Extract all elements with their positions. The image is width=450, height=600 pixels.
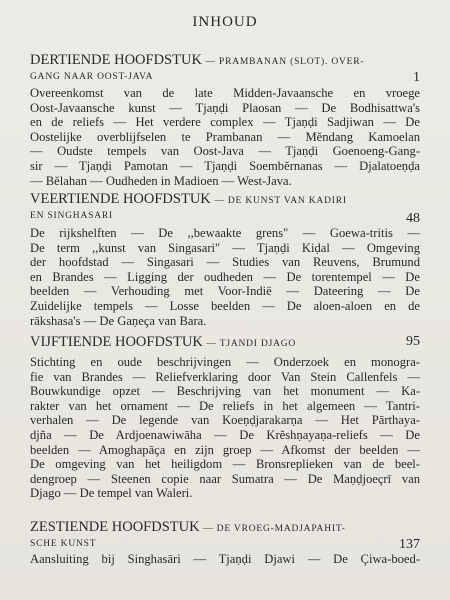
chapter-16 xyxy=(30,519,420,567)
chapter-heading: VEERTIENDE HOOFDSTUK xyxy=(30,191,211,207)
summary-line: Oostelijke overblijfselen te Prambanan — Mĕndang Kamoelan xyxy=(30,129,420,144)
page-number: 95 xyxy=(406,334,420,349)
summary-line: en Brandes — Ligging der oudheden — De torentempel — De xyxy=(30,269,420,284)
chapter-subtitle: — DE KUNST VAN KADIRI xyxy=(214,196,347,206)
summary-line: Oost-Javaansche kunst — Tjaṇḍi Plaosan — De Bodhisattwa's xyxy=(30,100,420,115)
chapter-heading: VIJFTIENDE HOOFDSTUK xyxy=(30,334,203,350)
summary-line: De term ,,kunst van Singasari" — Tjaṇḍi Kiḍal — Omgeving xyxy=(30,240,420,255)
chapter-13 xyxy=(30,52,420,188)
summary-line: De omgeving van het heiligdom — Bronsreplieken van de beel- xyxy=(30,457,420,472)
summary-line: beelden — Verhouding met Voor-Indië — Dateering — De xyxy=(30,284,420,299)
summary-line: der hoofdstad — Singasari — Studies van Reuvens, Brumund xyxy=(30,255,420,270)
page-title: INHOUD xyxy=(192,14,258,30)
chapter-subtitle-cont: EN SINGHASARI xyxy=(30,211,113,221)
summary-line: fie van Brandes — Reliefverklaring door Van Stein Callenfels — xyxy=(30,369,420,384)
summary-line: sir — Tjaṇḍi Pamotan — Tjaṇḍi Soembĕrnanas — Djalatoeṇḍa xyxy=(30,158,420,173)
summary-line: De rijkshelften — De ,,bewaakte grens" — Goewa-tritis — xyxy=(30,226,420,240)
chapter-subtitle-cont: GANG NAAR OOST-JAVA xyxy=(30,72,154,82)
chapter-subtitle-cont: SCHE KUNST xyxy=(30,539,97,549)
page-number: 137 xyxy=(399,537,420,552)
chapter-subtitle: — TJANDI DJAGO xyxy=(206,339,297,349)
chapter-15 xyxy=(30,334,420,501)
chapter-heading: DERTIENDE HOOFDSTUK xyxy=(30,52,202,68)
summary-line: — Oudste tempels van Oost-Java — Tjaṇḍi Goenoeng-Gang- xyxy=(30,144,420,159)
summary-line: Stichting en oude beschrijvingen — Onderzoek en monogra- xyxy=(30,355,420,369)
chapter-heading: ZESTIENDE HOOFDSTUK xyxy=(30,519,200,535)
chapter-14 xyxy=(30,191,420,328)
summary-line: rākshasa's — De Gaṇeça van Bara. xyxy=(30,313,207,328)
summary-line: djña — De Ardjoenawiwāha — De Krĕshṇayaṇa-reliefs — De xyxy=(30,427,420,442)
summary-line: verhalen — De legende van Koeṇḍjarakarṇa — Het Pārthaya- xyxy=(30,413,420,428)
summary-line: Overeenkomst van de late Midden-Javaansche en vroege xyxy=(30,86,420,100)
chapter-subtitle: — PRAMBANAN (SLOT). OVER- xyxy=(205,57,365,67)
page-number: 1 xyxy=(413,70,420,85)
chapter-summary xyxy=(30,226,420,328)
chapter-summary xyxy=(30,86,420,188)
summary-line: en de reliefs — Het verdere complex — Tjaṇḍi Sadjiwan — De xyxy=(30,115,420,130)
summary-line: Zuidelijke tempels — Losse beelden — De aloen-aloen en de xyxy=(30,298,420,313)
chapter-summary xyxy=(30,355,420,501)
summary-line: — Bĕlahan — Oudheden in Madioen — West-Java. xyxy=(30,173,292,188)
summary-line: rakter van het ornament — De reliefs in het algemeen — Tantri- xyxy=(30,398,420,413)
summary-line: Bouwkundige opzet — Beschrijving van het monument — Ka- xyxy=(30,384,420,399)
summary-line: beelden — Amoghapāça en zijn groep — Afkomst der beelden — xyxy=(30,442,420,457)
page-number: 48 xyxy=(406,211,420,226)
summary-line: Aansluiting bij Singhasāri — Tjaṇḍi Djawi — De Çiwa-boed- xyxy=(30,552,420,566)
summary-line: Djago — De tempel van Waleri. xyxy=(30,486,193,501)
summary-line: dengroep — Steenen copie naar Sumatra — De Maṇḍjoeçrī van xyxy=(30,471,420,486)
chapter-subtitle: — DE VROEG-MADJAPAHIT- xyxy=(203,524,346,534)
chapter-summary xyxy=(30,552,420,567)
